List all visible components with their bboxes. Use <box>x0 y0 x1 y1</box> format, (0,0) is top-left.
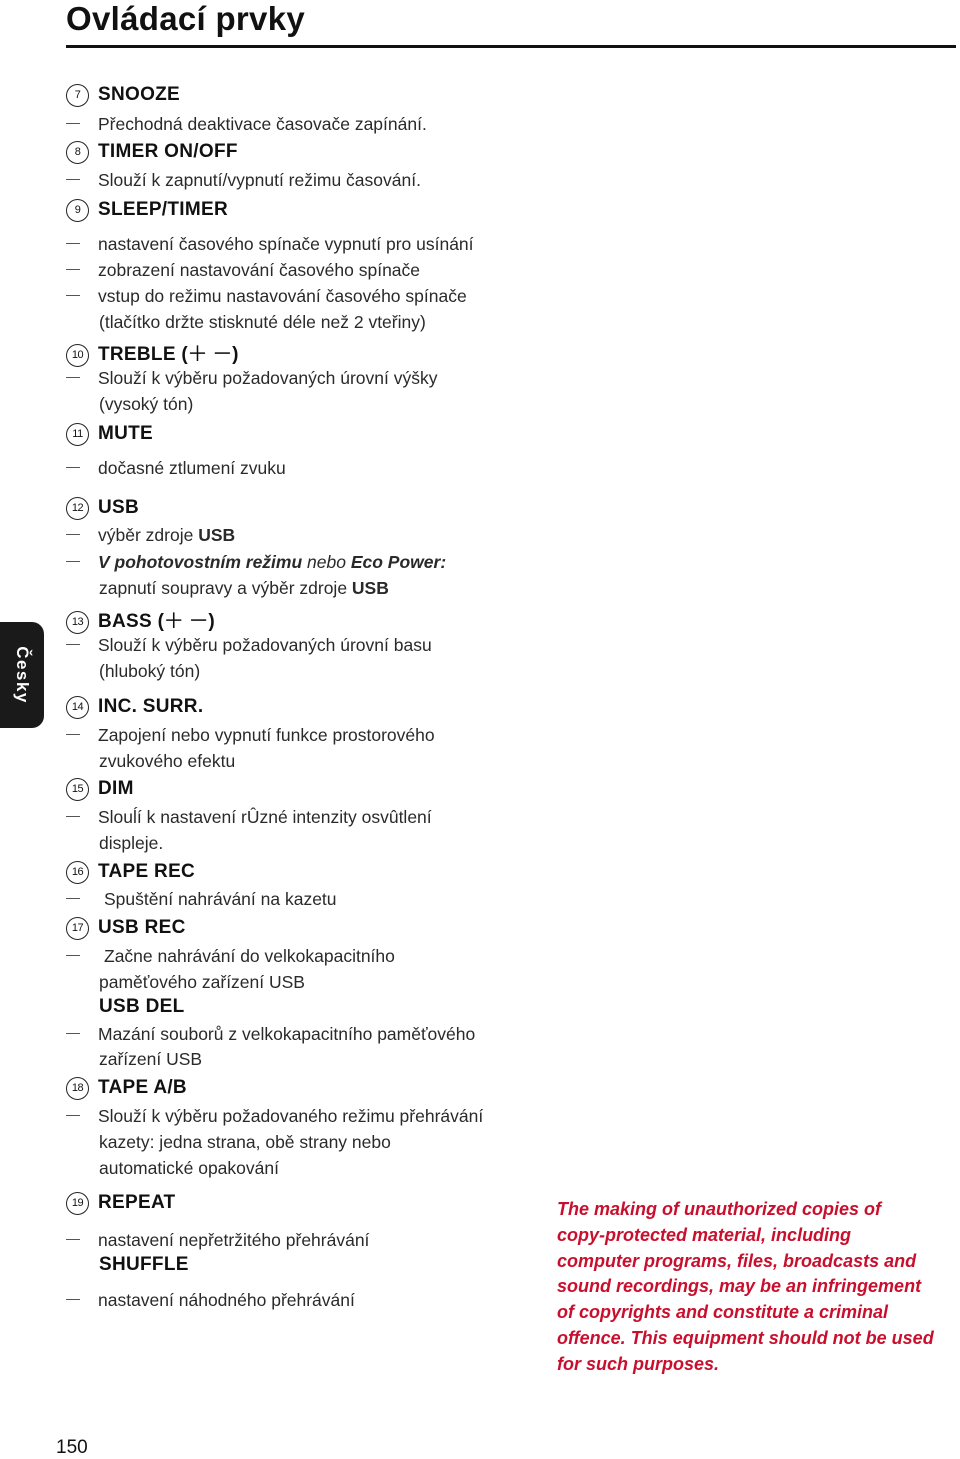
item-timer-desc: Slouží k zapnutí/vypnutí režimu časování. <box>66 170 421 191</box>
item-number: 16 <box>66 861 89 884</box>
page-title: Ovládací prvky <box>66 0 306 37</box>
item-mute-heading <box>66 423 153 446</box>
item-sleep-heading <box>66 199 228 222</box>
item-label: TIMER ON/OFF <box>98 141 238 162</box>
language-tab-label: Česky <box>13 646 32 704</box>
item-sleep-desc-3: vstup do režimu nastavování časového spínače <box>66 286 467 307</box>
notice-line: for such purposes. <box>557 1353 720 1374</box>
item-timer-heading <box>66 141 238 164</box>
item-sub-label: SHUFFLE <box>99 1254 189 1275</box>
item-sleep-desc-4: (tlačítko držte stisknuté déle než 2 vteřiny) <box>99 312 426 332</box>
dash-bullet <box>66 1033 80 1034</box>
item-number: 7 <box>66 84 89 107</box>
item-treble-desc-1: Slouží k výběru požadovaných úrovní výšky <box>66 368 437 389</box>
item-label: TAPE REC <box>98 861 196 882</box>
dash-bullet <box>66 1299 80 1300</box>
item-sleep-desc-1: nastavení časového spínače vypnutí pro usínání <box>66 234 474 255</box>
title-rule <box>66 45 956 48</box>
item-tapeab-desc-2: kazety: jedna strana, obě strany nebo <box>99 1132 391 1152</box>
item-dim-desc-1: Slouĺí k nastavení rÛzné intenzity osvûtlení <box>66 807 432 828</box>
item-label: DIM <box>98 778 134 799</box>
notice-line: of copyrights and constitute a criminal <box>557 1302 889 1323</box>
dash-bullet <box>66 1115 80 1116</box>
item-incsurr-desc-2: zvukového efektu <box>99 751 236 771</box>
item-repeat-heading <box>66 1192 175 1215</box>
dash-bullet <box>66 1239 80 1240</box>
item-label: MUTE <box>98 423 154 444</box>
item-snooze-desc: Přechodná deaktivace časovače zapínání. <box>66 114 427 135</box>
item-mute-desc: dočasné ztlumení zvuku <box>66 458 286 479</box>
dash-bullet <box>66 534 80 535</box>
item-incsurr-desc-1: Zapojení nebo vypnutí funkce prostorového <box>66 725 435 746</box>
notice-line: offence. This equipment should not be used <box>557 1327 934 1348</box>
item-sleep-desc-2: zobrazení nastavování časového spínače <box>66 260 420 281</box>
item-usbrec-heading <box>66 917 186 940</box>
item-usbrec-desc-1: Začne nahrávání do velkokapacitního <box>66 946 395 967</box>
item-number: 18 <box>66 1077 89 1100</box>
item-label: TAPE A/B <box>98 1077 187 1098</box>
item-tapeab-heading <box>66 1077 187 1100</box>
item-taperec-heading <box>66 861 195 884</box>
item-usbdel-desc-1: Mazání souborů z velkokapacitního paměťového <box>66 1024 475 1045</box>
item-shuffle-desc: nastavení náhodného přehrávání <box>66 1290 355 1311</box>
item-repeat-desc: nastavení nepřetržitého přehrávání <box>66 1230 369 1251</box>
item-bass-desc-1: Slouží k výběru požadovaných úrovní basu <box>66 635 432 656</box>
item-label: REPEAT <box>98 1192 176 1213</box>
dash-bullet <box>66 644 80 645</box>
dash-bullet <box>66 955 80 956</box>
item-number: 17 <box>66 917 89 940</box>
item-treble-heading <box>66 339 239 367</box>
item-usb-heading <box>66 497 139 520</box>
item-number: 9 <box>66 199 89 222</box>
item-usbdel-desc-2: zařízení USB <box>99 1049 203 1069</box>
page-number: 150 <box>56 1437 88 1458</box>
dash-bullet <box>66 123 80 124</box>
dash-bullet <box>66 243 80 244</box>
item-number: 15 <box>66 778 89 801</box>
item-number: 14 <box>66 696 89 719</box>
item-shuffle-heading <box>66 1254 189 1276</box>
dash-bullet <box>66 898 80 899</box>
notice-line: The making of unauthorized copies of <box>557 1199 882 1219</box>
dash-bullet <box>66 269 80 270</box>
item-number: 8 <box>66 141 89 164</box>
item-number: 10 <box>66 344 89 367</box>
dash-bullet <box>66 734 80 735</box>
dash-bullet <box>66 816 80 817</box>
dash-bullet <box>66 467 80 468</box>
item-number: 13 <box>66 611 89 634</box>
item-label: INC. SURR. <box>98 696 204 717</box>
item-label: USB REC <box>98 917 186 938</box>
item-treble-desc-2: (vysoký tón) <box>99 394 194 414</box>
item-usbrec-desc-2: paměťového zařízení USB <box>99 972 305 992</box>
dash-bullet <box>66 179 80 180</box>
language-tab <box>0 622 44 728</box>
item-label: USB <box>98 497 140 518</box>
item-number: 19 <box>66 1192 89 1215</box>
notice-line: computer programs, files, broadcasts and <box>557 1250 917 1271</box>
item-snooze-heading <box>66 84 180 107</box>
item-label: BASS (＋ －) <box>98 611 215 632</box>
item-sub-label: USB DEL <box>99 996 185 1017</box>
item-number: 11 <box>66 423 89 446</box>
item-bass-desc-2: (hluboký tón) <box>99 661 201 681</box>
item-dim-heading <box>66 778 134 801</box>
dash-bullet <box>66 295 80 296</box>
item-usb-desc-2: V pohotovostním režimu nebo Eco Power: <box>66 552 446 573</box>
notice-line: sound recordings, may be an infringement <box>557 1276 922 1297</box>
item-tapeab-desc-3: automatické opakování <box>99 1158 279 1178</box>
item-incsurr-heading <box>66 696 203 719</box>
item-tapeab-desc-1: Slouží k výběru požadovaného režimu přehrávání <box>66 1106 483 1127</box>
item-label: TREBLE (＋ －) <box>98 344 239 365</box>
item-usb-desc-1: výběr zdroje USB <box>66 525 235 546</box>
item-bass-heading <box>66 606 215 634</box>
item-usbdel-heading <box>66 996 185 1018</box>
dash-bullet <box>66 377 80 378</box>
item-number: 12 <box>66 497 89 520</box>
copyright-notice <box>557 1197 957 1378</box>
item-dim-desc-2: displeje. <box>99 833 164 853</box>
dash-bullet <box>66 561 80 562</box>
item-usb-desc-3: zapnutí soupravy a výběr zdroje USB <box>99 578 389 598</box>
item-label: SLEEP/TIMER <box>98 199 228 220</box>
item-label: SNOOZE <box>98 84 181 105</box>
item-taperec-desc: Spuštění nahrávání na kazetu <box>66 889 337 910</box>
notice-line: copy-protected material, including <box>557 1224 852 1245</box>
